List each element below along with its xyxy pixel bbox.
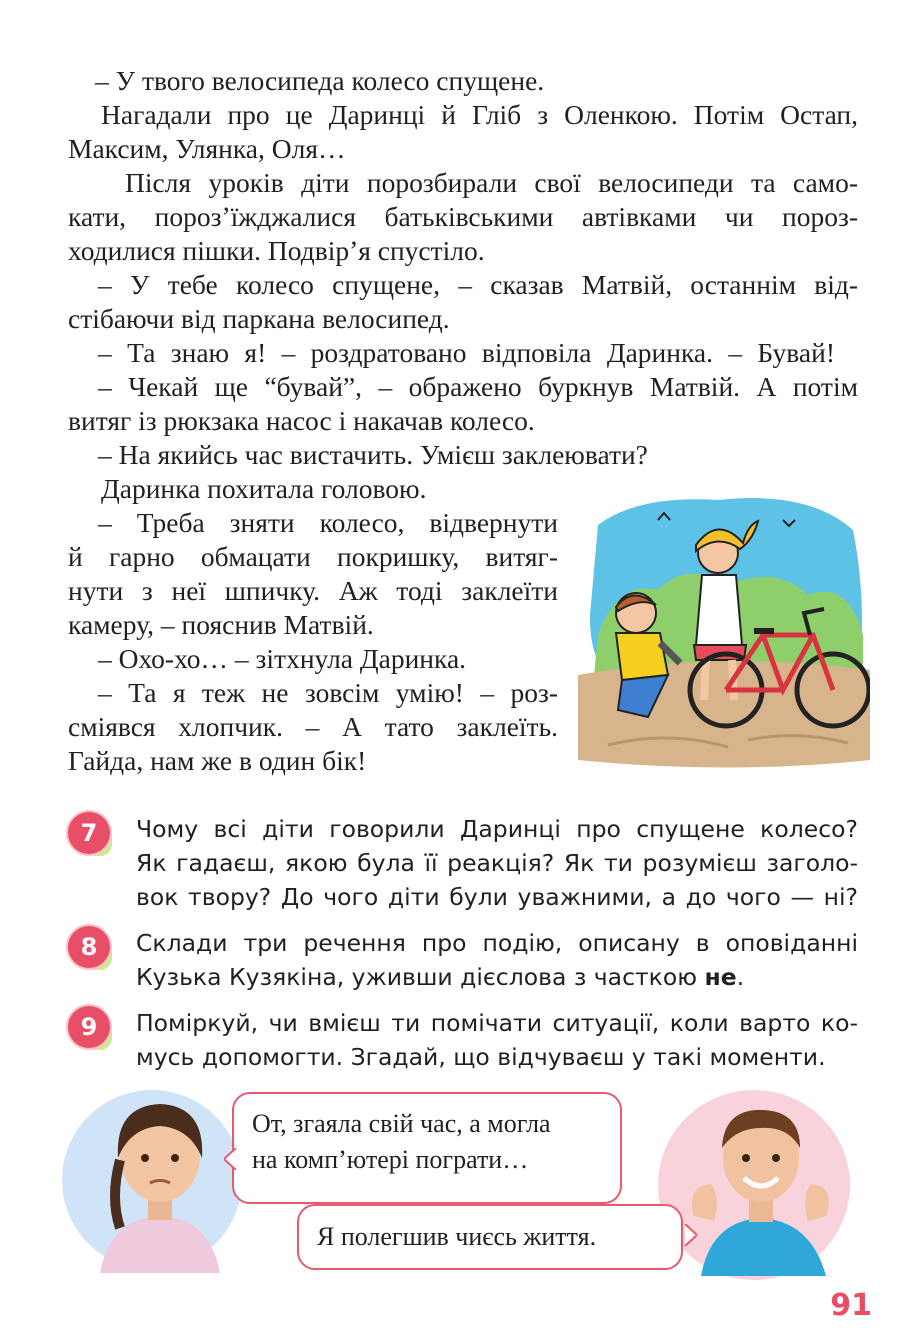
boy-photo bbox=[676, 1086, 846, 1276]
girl-speech-line: От, згаяла свій час, а могла bbox=[252, 1109, 551, 1138]
task-line bbox=[136, 960, 858, 994]
task-line: Склади три речення про подію, описану в оповіданні bbox=[136, 929, 858, 957]
story-line: сміявся хлопчик. – А тато заклеїть. bbox=[68, 711, 558, 742]
story-line: – Та я теж не зовсім умію! – роз- bbox=[98, 677, 558, 708]
task-number: 8 bbox=[80, 933, 98, 961]
story-line: – Чекай ще “бувай”, – ображено буркнув Матвій. А потім bbox=[98, 371, 858, 402]
story-line: кати, порозʼїжджалися батьківськими автівками чи пороз- bbox=[68, 201, 858, 232]
task-line: мусь допомогти. Згадай, що відчуваєш у такі моменти. bbox=[136, 1043, 826, 1071]
task-line: вок твору? До чого діти були уважними, а до чого — ні? bbox=[136, 883, 858, 911]
story-line: стібаючи від паркана велосипед. bbox=[68, 303, 450, 334]
story-line: витяг із рюкзака насос і накачав колесо. bbox=[68, 405, 535, 436]
story-line: Нагадали про це Даринці й Гліб з Оленкою. Потім Остап, bbox=[101, 99, 858, 130]
particle-bold: не bbox=[704, 963, 737, 991]
task-line-text: Кузька Кузякіна, уживши дієслова з часткою bbox=[136, 963, 705, 991]
story-line: – Та знаю я! – роздратовано відповіла Даринка. – Бувай! bbox=[98, 337, 835, 368]
task-line: Як гадаєш, якою була її реакція? Як ти розумієш заголо- bbox=[136, 849, 858, 877]
task-number: 7 bbox=[80, 819, 98, 847]
bicycle-illustration bbox=[578, 485, 870, 775]
story-line: нути з неї шпичку. Аж тоді заклеїти bbox=[68, 575, 558, 606]
bubble-tail bbox=[681, 1224, 697, 1246]
story-line: камеру, – пояснив Матвій. bbox=[68, 609, 374, 640]
task-9 bbox=[68, 1006, 858, 1074]
girl-speech-bubble bbox=[232, 1092, 622, 1204]
task-number-badge bbox=[68, 1006, 110, 1048]
task-line: Чому всі діти говорили Даринці про спущене колесо? bbox=[136, 815, 858, 843]
bubble-tail bbox=[224, 1148, 240, 1170]
task-number-badge bbox=[68, 926, 110, 968]
story-line: – У тебе колесо спущене, – сказав Матвій, останнім від- bbox=[98, 269, 858, 300]
page-number: 91 bbox=[830, 1288, 872, 1323]
girl-photo bbox=[80, 1088, 240, 1273]
story-line: й гарно обмацати покришку, витяг- bbox=[68, 541, 558, 572]
task-number: 9 bbox=[80, 1013, 98, 1041]
task-8 bbox=[68, 926, 858, 994]
story-line: – У твого велосипеда колесо спущене. bbox=[95, 65, 545, 96]
boy-speech-bubble bbox=[297, 1204, 683, 1270]
task-number-badge bbox=[68, 812, 110, 854]
story-line: – На якийсь час вистачить. Умієш заклеювати? bbox=[98, 439, 648, 470]
task-line: Поміркуй, чи вмієш ти помічати ситуації, коли варто ко- bbox=[136, 1009, 858, 1037]
story-line: Гайда, нам же в один бік! bbox=[68, 745, 367, 776]
story-line: ходилися пішки. Подвірʼя спустіло. bbox=[68, 235, 485, 266]
task-7 bbox=[68, 812, 858, 914]
task-line-end: . bbox=[736, 963, 745, 991]
story-line: – Треба зняти колесо, відвернути bbox=[98, 507, 558, 538]
boy-speech-text: Я полегшив чиєсь життя. bbox=[317, 1222, 597, 1251]
story-line: Максим, Улянка, Оля… bbox=[68, 133, 346, 164]
story-line: – Охо-хо… – зітхнула Даринка. bbox=[98, 643, 467, 674]
girl-speech-line: на компʼютері пограти… bbox=[252, 1145, 529, 1174]
story-line: Даринка похитала головою. bbox=[101, 473, 427, 504]
story-line: Після уроків діти порозбирали свої велосипеди та само- bbox=[125, 167, 858, 198]
